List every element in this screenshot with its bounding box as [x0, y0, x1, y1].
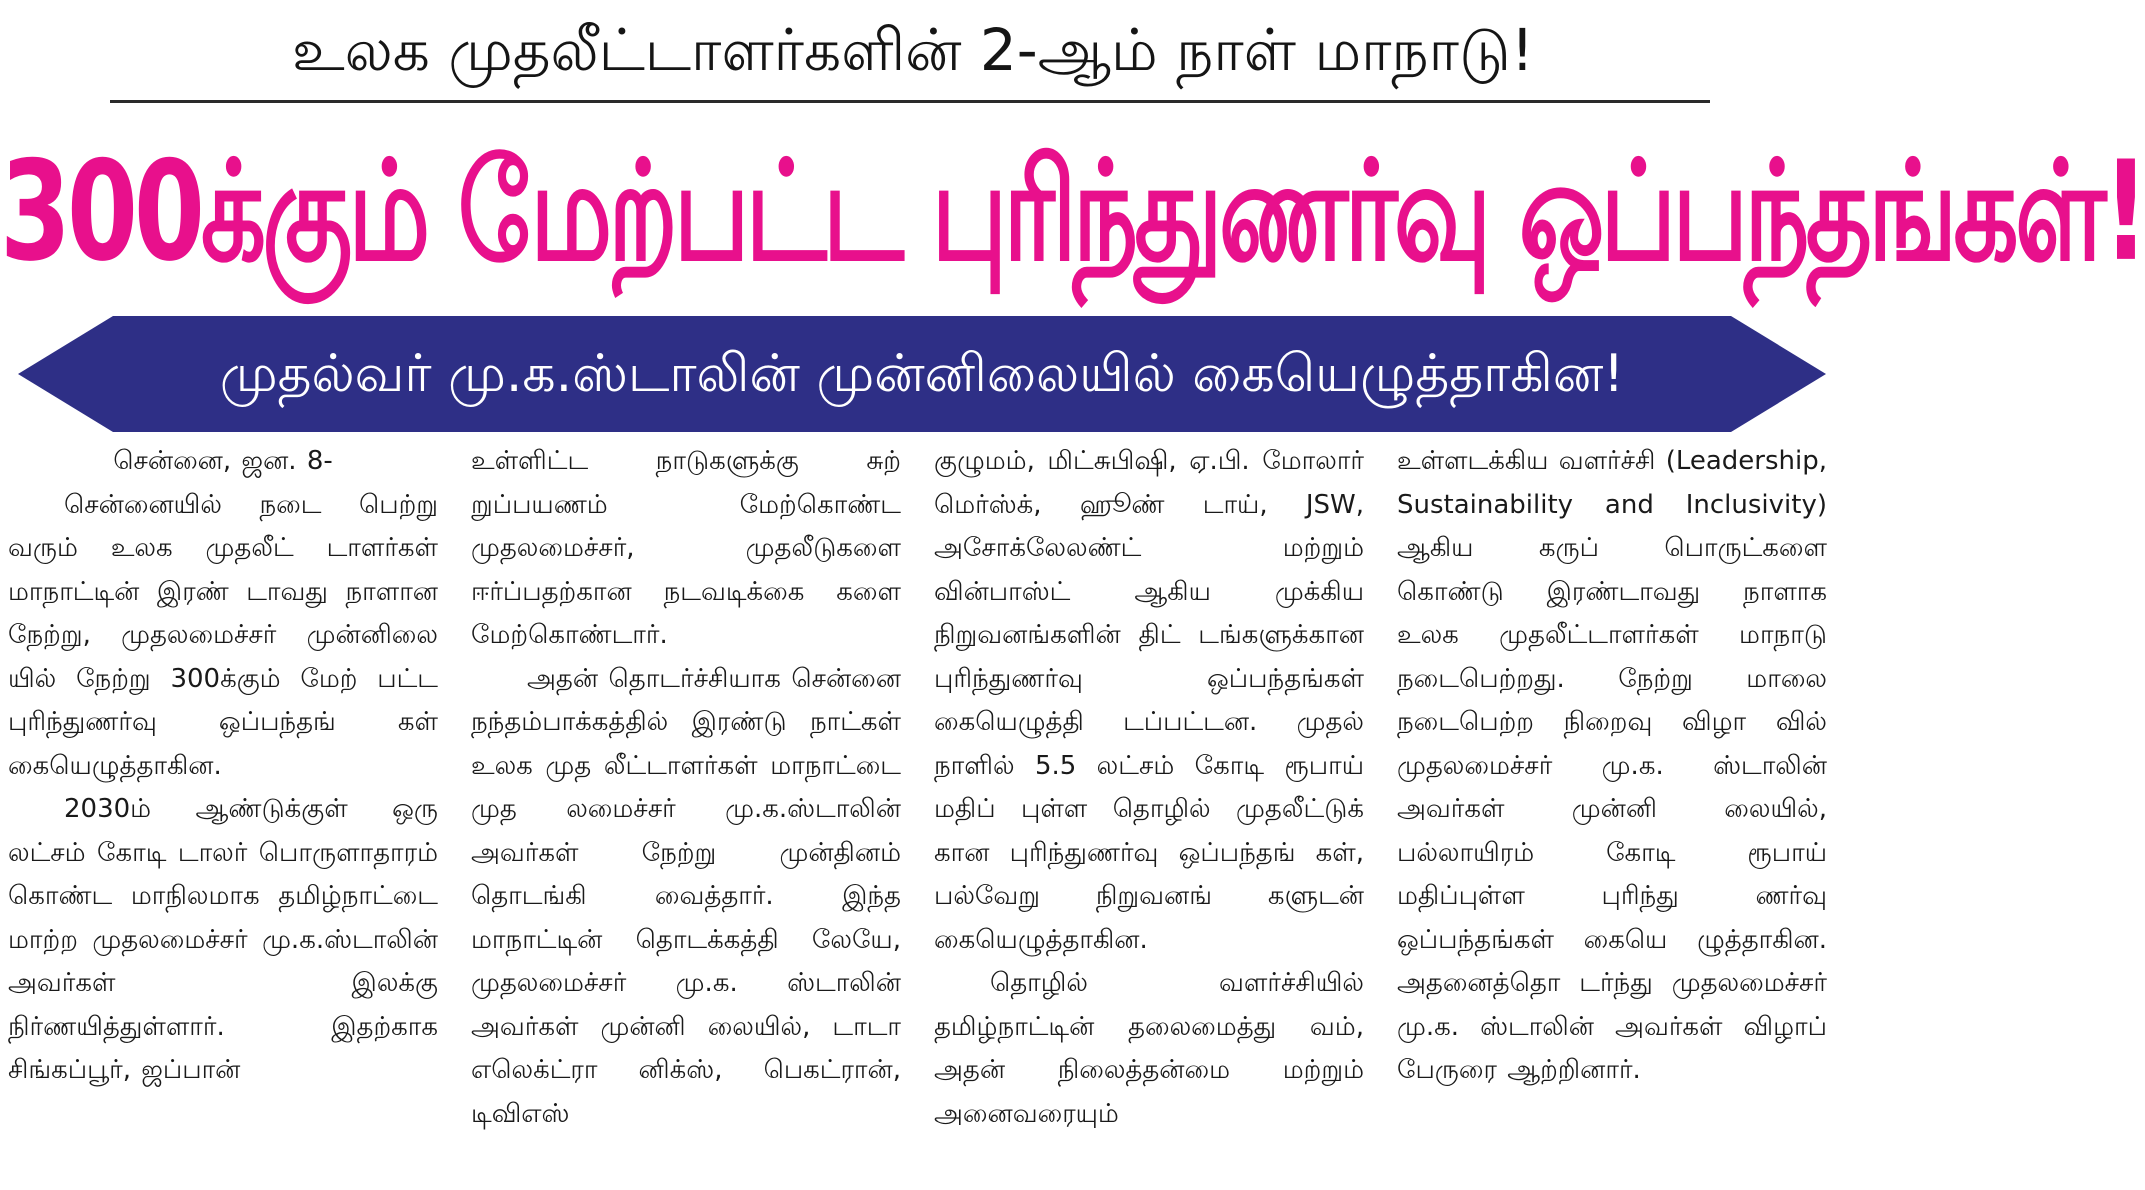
article-column-4 — [1397, 440, 1827, 1190]
article-body — [8, 440, 1826, 1190]
paragraph: சென்னையில் நடை பெற்று வரும் உலக முதலீட் டாளர்கள் மாநாட்டின் இரண் டாவது நாளான நேற்று, முதலமைச்சர் முன்னிலை யில் நேற்று 300க்கும் மேற் பட்ட புரிந்துணர்வு ஒப்பந்தங் கள் கையெழுத்தாகின. — [8, 489, 438, 781]
main-headline: 300க்கும் மேற்பட்ட புரிந்துணர்வு ஒப்பந்தங்கள்! — [0, 132, 2145, 293]
paragraph: உள்ளிட்ட நாடுகளுக்கு சுற் றுப்பயணம் மேற்கொண்ட முதலமைச்சர், முதலீடுகளை ஈர்ப்பதற்கான நடவடிக்கை களை மேற்கொண்டார். — [471, 446, 901, 650]
article-column-3 — [934, 440, 1364, 1190]
dateline: சென்னை, ஜன. 8- — [113, 446, 333, 476]
kicker-headline: உலக முதலீட்டாளர்களின் 2-ஆம் நாள் மாநாடு! — [292, 16, 1534, 84]
article-column-1 — [8, 440, 438, 1190]
paragraph: தொழில் வளர்ச்சியில் தமிழ்நாட்டின் தலைமைத்து வம், அதன் நிலைத்தன்மை மற்றும் அனைவரையும் — [934, 968, 1364, 1129]
paragraph: 2030ம் ஆண்டுக்குள் ஒரு லட்சம் கோடி டாலர் பொருளாதாரம் கொண்ட மாநிலமாக தமிழ்நாட்டை மாற்ற முதலமைச்சர் மு.க.ஸ்டாலின் அவர்கள் இலக்கு நிர்ணயித்துள்ளார். இதற்காக சிங்கப்பூர், ஜப்பான் — [8, 794, 438, 1085]
article-column-2 — [471, 440, 901, 1190]
paragraph: உள்ளடக்கிய வளர்ச்சி (Leadership, Sustainability and Inclusivity) ஆகிய கருப் பொருட்களை கொண்டு இரண்டாவது நாளாக உலக முதலீட்டாளர்கள் மாநாடு நடைபெற்றது. நேற்று மாலை நடைபெற்ற நிறைவு விழா வில் முதலமைச்சர் மு.க. ஸ்டாலின் அவர்கள் முன்னி லையில், பல்லாயிரம் கோடி ரூபாய் மதிப்புள்ள புரிந்து ணர்வு ஒப்பந்தங்கள் கையெ ழுத்தாகின. அதனைத்தொ டர்ந்து முதலமைச்சர் மு.க. ஸ்டாலின் அவர்கள் விழாப் பேருரை ஆற்றினார். — [1397, 446, 1827, 1085]
paragraph: குழுமம், மிட்சுபிஷி, ஏ.பி. மோலார் மெர்ஸ்க், ஹூண் டாய், JSW, அசோக்லேலண்ட் மற்றும் வின்பாஸ்ட் ஆகிய முக்கிய நிறுவனங்களின் திட் டங்களுக்கான புரிந்துணர்வு ஒப்பந்தங்கள் கையெழுத்தி டப்பட்டன. முதல் நாளில் 5.5 லட்சம் கோடி ரூபாய் மதிப் புள்ள தொழில் முதலீட்டுக் கான புரிந்துணர்வு ஒப்பந்தங் கள், பல்வேறு நிறுவனங் களுடன் கையெழுத்தாகின. — [934, 446, 1364, 955]
sub-headline-ribbon — [18, 316, 1826, 432]
sub-headline-text: முதல்வர் மு.க.ஸ்டாலின் முன்னிலையில் கையெழுத்தாகின! — [219, 344, 1625, 404]
paragraph: அதன் தொடர்ச்சியாக சென்னை நந்தம்பாக்கத்தில் இரண்டு நாட்கள் உலக முத லீட்டாளர்கள் மாநாட்டை முத லமைச்சர் மு.க.ஸ்டாலின் அவர்கள் நேற்று முன்தினம் தொடங்கி வைத்தார். இந்த மாநாட்டின் தொடக்கத்தி லேயே, முதலமைச்சர் மு.க. ஸ்டாலின் அவர்கள் முன்னி லையில், டாடா எலெக்ட்ரா னிக்ஸ், பெகட்ரான், டிவிஎஸ் — [471, 663, 901, 1129]
